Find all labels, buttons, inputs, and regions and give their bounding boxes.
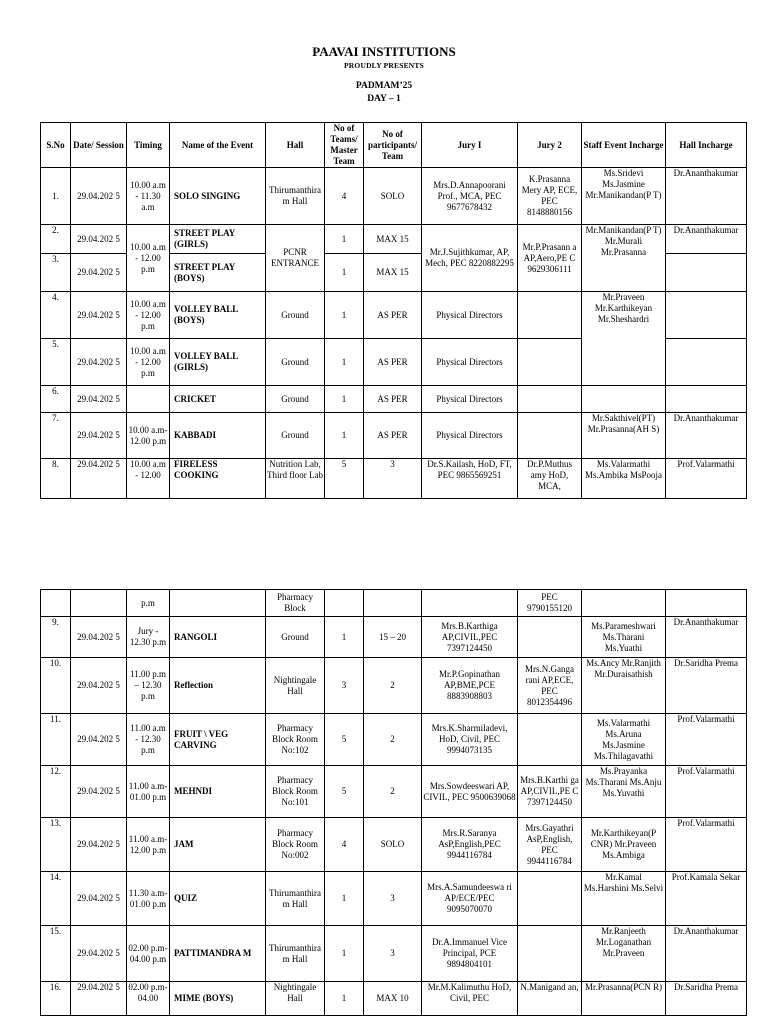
cell-event: Reflection xyxy=(170,658,266,714)
cell-teams: 5 xyxy=(325,714,364,766)
cell-participants: MAX 15 xyxy=(364,254,422,292)
cell-event: VOLLEY BALL (GIRLS) xyxy=(170,339,266,386)
cell-jury2: N.Manigand an, xyxy=(518,982,582,1016)
cell-hall-incharge: Prof.Valarmathi xyxy=(666,818,747,872)
cell-jury2 xyxy=(518,413,582,459)
cell-sno: 1. xyxy=(41,168,71,225)
cell-teams: 1 xyxy=(325,254,364,292)
cell-jury1: Mrs.A.Samundeeswa ri AP/ECE/PEC 9095070070 xyxy=(422,872,518,926)
cell-hall-incharge xyxy=(666,590,747,617)
cell-participants: SOLO xyxy=(364,168,422,225)
cell-hall: Pharmacy Block Room No:002 xyxy=(266,818,325,872)
cell-jury1: Mr.M.Kalimuthu HoD, Civil, PEC xyxy=(422,982,518,1016)
table-row xyxy=(41,413,747,459)
cell-hall: Ground xyxy=(266,339,325,386)
cell-sno: 6. xyxy=(41,386,71,413)
cell-staff: Mr.Sakthivel(PT) Mr.Prasanna(AH S) xyxy=(582,413,666,459)
cell-hall-incharge: Dr.Saridha Prema xyxy=(666,982,747,1016)
cell-jury2 xyxy=(518,292,582,339)
cell-jury1 xyxy=(422,590,518,617)
cell-teams: 1 xyxy=(325,413,364,459)
cell-event: STREET PLAY (GIRLS) xyxy=(170,225,266,254)
table-row xyxy=(41,590,747,617)
cell-jury2 xyxy=(518,386,582,413)
cell-staff: Mr.Praveen Mr.Karthikeyan Mr.Sheshardri xyxy=(582,292,666,386)
col-staff: Staff Event Incharge xyxy=(582,123,666,168)
col-sno: S.No xyxy=(41,123,71,168)
col-jury2: Jury 2 xyxy=(518,123,582,168)
cell-timing: p.m xyxy=(127,590,170,617)
cell-hall: PCNR ENTRANCE xyxy=(266,225,325,292)
cell-event xyxy=(170,590,266,617)
cell-jury1: Physical Directors xyxy=(422,413,518,459)
cell-sno: 9. xyxy=(41,617,71,658)
cell-participants: 15 – 20 xyxy=(364,617,422,658)
cell-hall-incharge xyxy=(666,339,747,386)
cell-staff: Mr.Karthikeyan(P CNR) Mr.Praveen Ms.Ambiga xyxy=(582,818,666,872)
cell-date: 29.04.202 5 xyxy=(71,413,127,459)
institution-title: PAAVAI INSTITUTIONS xyxy=(312,44,456,59)
cell-date: 29.04.202 5 xyxy=(71,386,127,413)
cell-participants xyxy=(364,590,422,617)
cell-jury1: Dr.A.Immanuel Vice Principal, PCE 9894804101 xyxy=(422,926,518,982)
cell-staff: Mr.Ranjeeth Mr.Loganathan Mr.Praveen xyxy=(582,926,666,982)
cell-participants: 2 xyxy=(364,658,422,714)
cell-staff: Ms.Parameshwari Ms.Tharani Ms.Yuathi xyxy=(582,617,666,658)
cell-sno: 14. xyxy=(41,872,71,926)
cell-timing xyxy=(127,386,170,413)
cell-event: SOLO SINGING xyxy=(170,168,266,225)
cell-sno: 11. xyxy=(41,714,71,766)
cell-participants: MAX 10 xyxy=(364,982,422,1016)
cell-hall: Nutrition Lab, Third floor Lab xyxy=(266,459,325,499)
cell-jury2: Mrs.N.Ganga rani AP,ECE, PEC 8012354496 xyxy=(518,658,582,714)
cell-hall-incharge: Dr.Ananthakumar xyxy=(666,617,747,658)
cell-timing: Jury - 12.30 p.m xyxy=(127,617,170,658)
cell-timing: 10.00 a.m- 12.00 p.m xyxy=(127,413,170,459)
cell-participants: MAX 15 xyxy=(364,225,422,254)
cell-sno: 3. xyxy=(41,254,71,292)
cell-hall: Nightingale Hall xyxy=(266,658,325,714)
cell-timing: 11.00 a.m- 12.00 p.m xyxy=(127,818,170,872)
cell-event: MEHNDI xyxy=(170,766,266,818)
cell-teams: 4 xyxy=(325,168,364,225)
cell-teams: 1 xyxy=(325,386,364,413)
cell-event: JAM xyxy=(170,818,266,872)
cell-jury1: Mrs.K.Sharmiladevi, HoD, Civil, PEC 9994073135 xyxy=(422,714,518,766)
table-header-row xyxy=(41,123,747,168)
table-row xyxy=(41,982,747,1016)
schedule-table-2 xyxy=(40,589,747,1016)
cell-sno: 2. xyxy=(41,225,71,254)
table-row xyxy=(41,386,747,413)
col-hall: Hall xyxy=(266,123,325,168)
table-row xyxy=(41,872,747,926)
col-participants: No of participants/ Team xyxy=(364,123,422,168)
table-row xyxy=(41,766,747,818)
cell-jury2 xyxy=(518,339,582,386)
cell-hall-incharge: Dr.Ananthakumar xyxy=(666,926,747,982)
cell-date: 29.04.202 5 xyxy=(71,339,127,386)
cell-sno: 16. xyxy=(41,982,71,1016)
cell-jury1: Mr.J.Sujithkumar, AP, Mech, PEC 8220882295 xyxy=(422,225,518,292)
cell-teams: 1 xyxy=(325,926,364,982)
cell-hall: Thirumanthira m Hall xyxy=(266,872,325,926)
cell-event: PATTIMANDRA M xyxy=(170,926,266,982)
cell-sno: 13. xyxy=(41,818,71,872)
cell-timing: 10.00 a.m - 12.00 xyxy=(127,459,170,499)
cell-event: QUIZ xyxy=(170,872,266,926)
col-jury1: Jury I xyxy=(422,123,518,168)
cell-date: 29.04.202 5 xyxy=(71,292,127,339)
presents-subtitle: PROUDLY PRESENTS xyxy=(344,61,424,70)
cell-teams: 5 xyxy=(325,766,364,818)
cell-sno: 10. xyxy=(41,658,71,714)
cell-date: 29.04.202 5 xyxy=(71,617,127,658)
cell-date: 29.04.202 5 xyxy=(71,658,127,714)
cell-date: 29.04.202 5 xyxy=(71,766,127,818)
cell-hall: Ground xyxy=(266,292,325,339)
cell-jury1: Mrs.B.Karthiga AP,CIVIL,PEC 7397124450 xyxy=(422,617,518,658)
cell-participants: AS PER xyxy=(364,292,422,339)
cell-timing: 11.30 a.m- 01.00 p.m xyxy=(127,872,170,926)
cell-hall-incharge: Prof.Kamala Sekar xyxy=(666,872,747,926)
cell-teams: 3 xyxy=(325,658,364,714)
table-row xyxy=(41,818,747,872)
cell-participants: 2 xyxy=(364,714,422,766)
cell-event: MIME (BOYS) xyxy=(170,982,266,1016)
cell-staff xyxy=(582,386,666,413)
cell-hall: Thirumanthira m Hall xyxy=(266,168,325,225)
cell-participants: AS PER xyxy=(364,413,422,459)
cell-date: 29.04.202 5 xyxy=(71,982,127,1016)
cell-jury1: Dr.S.Kailash, HoD, FT, PEC 9865569251 xyxy=(422,459,518,499)
col-hall-incharge: Hall Incharge xyxy=(666,123,747,168)
cell-event: RANGOLI xyxy=(170,617,266,658)
table-row xyxy=(41,926,747,982)
cell-jury2: Dr.P.Muthus amy HoD, MCA, xyxy=(518,459,582,499)
cell-jury1: Mr.P.Gopinathan AP,BME,PCE 8883908803 xyxy=(422,658,518,714)
cell-hall: Nightingale Hall xyxy=(266,982,325,1016)
cell-teams: 1 xyxy=(325,225,364,254)
cell-staff xyxy=(582,590,666,617)
cell-hall: Ground xyxy=(266,617,325,658)
cell-hall: Ground xyxy=(266,386,325,413)
cell-event: CRICKET xyxy=(170,386,266,413)
cell-timing: 11.00 p.m – 12.30 p.m xyxy=(127,658,170,714)
cell-sno xyxy=(41,590,71,617)
cell-teams: 1 xyxy=(325,292,364,339)
cell-date: 29.04.202 5 xyxy=(71,818,127,872)
cell-hall-incharge xyxy=(666,254,747,292)
cell-staff: Ms.Ancy Mr.Ranjith Mr.Duraisathish xyxy=(582,658,666,714)
cell-hall: Pharmacy Block Room No:102 xyxy=(266,714,325,766)
cell-staff: Ms.Valarmathi Ms.Ambika MsPooja xyxy=(582,459,666,499)
table-row xyxy=(41,292,747,339)
cell-hall-incharge: Prof.Valarmathi xyxy=(666,766,747,818)
cell-date: 29.04.202 5 xyxy=(71,254,127,292)
col-event: Name of the Event xyxy=(170,123,266,168)
cell-jury2: Mrs.B.Karthi ga AP,CIVIL,PE C 7397124450 xyxy=(518,766,582,818)
cell-date: 29.04.202 5 xyxy=(71,459,127,499)
cell-hall-incharge: Dr.Ananthakumar xyxy=(666,413,747,459)
cell-date: 29.04.202 5 xyxy=(71,225,127,254)
day-label: DAY – 1 xyxy=(367,94,401,104)
cell-jury1: Physical Directors xyxy=(422,339,518,386)
cell-timing: 10.00 a.m - 12.00 p.m xyxy=(127,339,170,386)
cell-sno: 8. xyxy=(41,459,71,499)
cell-event: FRUIT \ VEG CARVING xyxy=(170,714,266,766)
cell-sno: 12. xyxy=(41,766,71,818)
cell-hall-incharge: Prof.Valarmathi xyxy=(666,459,747,499)
cell-sno: 7. xyxy=(41,413,71,459)
cell-hall-incharge xyxy=(666,386,747,413)
cell-staff: Ms.Prayanka Ms.Tharani Ms.Anju Ms.Yuvathi xyxy=(582,766,666,818)
cell-participants: 3 xyxy=(364,459,422,499)
cell-teams: 1 xyxy=(325,982,364,1016)
table-row xyxy=(41,658,747,714)
col-teams: No of Teams/ Master Team xyxy=(325,123,364,168)
cell-jury1: Mrs.R.Saranya AsP,English,PEC 9944116784 xyxy=(422,818,518,872)
cell-staff: Ms.Valarmathi Ms.Aruna Ms.Jasmine Ms.Thilagavathi xyxy=(582,714,666,766)
cell-event: KABBADI xyxy=(170,413,266,459)
cell-date: 29.04.202 5 xyxy=(71,168,127,225)
cell-event: VOLLEY BALL (BOYS) xyxy=(170,292,266,339)
cell-jury2 xyxy=(518,714,582,766)
cell-timing: 02.00 p.m- 04.00 p.m xyxy=(127,926,170,982)
cell-jury1: Physical Directors xyxy=(422,386,518,413)
cell-teams: 1 xyxy=(325,339,364,386)
cell-timing: 11.00 a.m- 01.00 p.m xyxy=(127,766,170,818)
table-row xyxy=(41,225,747,254)
cell-timing: 10.00 a.m - 12.00 p.m xyxy=(127,292,170,339)
table-row xyxy=(41,617,747,658)
cell-participants: SOLO xyxy=(364,818,422,872)
cell-staff: Ms.Sridevi Ms.Jasmine Mr.Manikandan(P T) xyxy=(582,168,666,225)
col-timing: Timing xyxy=(127,123,170,168)
cell-teams: 1 xyxy=(325,872,364,926)
cell-participants: AS PER xyxy=(364,386,422,413)
cell-jury1: Mrs.D.Annapoorani Prof., MCA, PEC 9677678432 xyxy=(422,168,518,225)
cell-participants: 3 xyxy=(364,926,422,982)
cell-staff: Mr.Prasanna(PCN R) xyxy=(582,982,666,1016)
cell-hall: Ground xyxy=(266,413,325,459)
cell-jury2: Mrs.Gayathri AsP,English, PEC 9944116784 xyxy=(518,818,582,872)
cell-jury2 xyxy=(518,872,582,926)
cell-event: FIRELESS COOKING xyxy=(170,459,266,499)
cell-participants: AS PER xyxy=(364,339,422,386)
cell-timing: 11.00 a.m - 12.30 p.m xyxy=(127,714,170,766)
cell-hall-incharge: Dr.Saridha Prema xyxy=(666,658,747,714)
cell-participants: 2 xyxy=(364,766,422,818)
cell-jury2: PEC 9790155120 xyxy=(518,590,582,617)
cell-timing: 10.00 a.m - 12.00 p.m xyxy=(127,225,170,292)
cell-participants: 3 xyxy=(364,872,422,926)
cell-jury1: Physical Directors xyxy=(422,292,518,339)
col-date: Date/ Session xyxy=(71,123,127,168)
cell-jury2: K.Prasanna Mery AP, ECE, PEC 8148880156 xyxy=(518,168,582,225)
cell-date: 29.04.202 5 xyxy=(71,872,127,926)
cell-hall-incharge: Dr.Ananthakumar xyxy=(666,225,747,254)
cell-hall-incharge xyxy=(666,292,747,339)
cell-event: STREET PLAY (BOYS) xyxy=(170,254,266,292)
cell-staff: Mr.Manikandan(P T) Mr.Murali Mr.Prasanna xyxy=(582,225,666,292)
cell-staff: Mr.Kamal Ms.Harshini Ms.Selvi xyxy=(582,872,666,926)
table-row xyxy=(41,459,747,499)
cell-jury2 xyxy=(518,617,582,658)
cell-sno: 15. xyxy=(41,926,71,982)
cell-teams: 5 xyxy=(325,459,364,499)
cell-hall: Pharmacy Block Room No:101 xyxy=(266,766,325,818)
cell-date: 29.04.202 5 xyxy=(71,926,127,982)
cell-hall-incharge: Prof.Valarmathi xyxy=(666,714,747,766)
cell-date xyxy=(71,590,127,617)
cell-hall: Thirumanthira m Hall xyxy=(266,926,325,982)
cell-teams xyxy=(325,590,364,617)
cell-jury2: Mr.P.Prasann a AP,Aero,PE C 9629306111 xyxy=(518,225,582,292)
cell-timing: 02.00 p.m- 04.00 xyxy=(127,982,170,1016)
event-title: PADMAM’25 xyxy=(355,81,413,91)
cell-sno: 5. xyxy=(41,339,71,386)
table-row xyxy=(41,714,747,766)
schedule-table-1 xyxy=(40,122,747,499)
cell-jury2 xyxy=(518,926,582,982)
cell-teams: 1 xyxy=(325,617,364,658)
table-row xyxy=(41,168,747,225)
cell-jury1: Mrs.Sowdeeswari AP, CIVIL, PEC 9500639068 xyxy=(422,766,518,818)
cell-hall-incharge: Dr.Ananthakumar xyxy=(666,168,747,225)
cell-sno: 4. xyxy=(41,292,71,339)
cell-teams: 4 xyxy=(325,818,364,872)
cell-timing: 10.00 a.m - 11.30 a.m xyxy=(127,168,170,225)
cell-hall: Pharmacy Block xyxy=(266,590,325,617)
cell-date: 29.04.202 5 xyxy=(71,714,127,766)
